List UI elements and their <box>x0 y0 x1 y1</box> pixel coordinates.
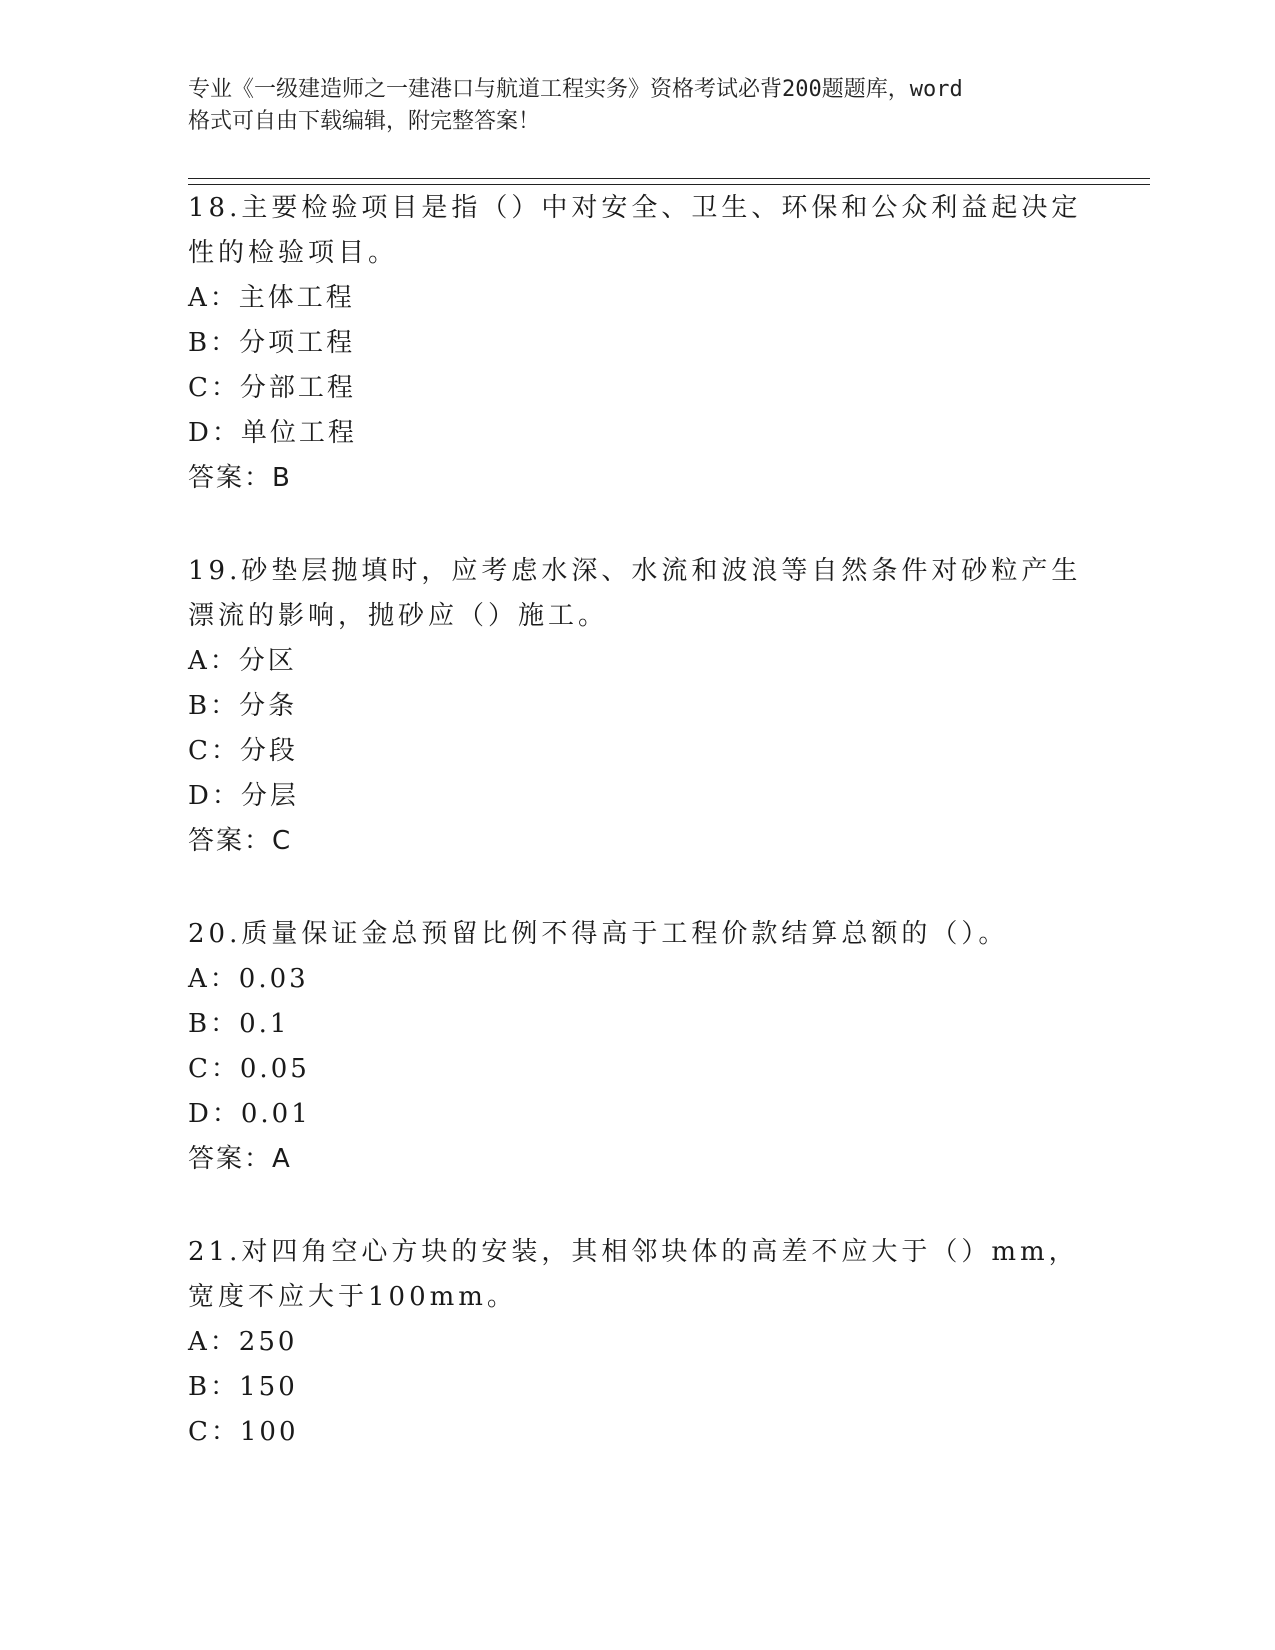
option-d: D：分层 <box>188 781 299 811</box>
header-divider-top <box>188 178 1150 179</box>
question-text: 18.主要检验项目是指（）中对安全、卫生、环保和公众利益起决定性的检验项目。 <box>188 193 1082 268</box>
question-text: 21.对四角空心方块的安装，其相邻块体的高差不应大于（）mm，宽度不应大于100mm。 <box>188 1237 1079 1312</box>
option-b: B：150 <box>188 1372 298 1402</box>
option-c: C：100 <box>188 1417 299 1447</box>
option-a: A：分区 <box>188 646 297 676</box>
option-d: D：0.01 <box>188 1099 311 1129</box>
option-a: A：0.03 <box>188 964 309 994</box>
option-b: B：分条 <box>188 691 298 721</box>
header-divider-bottom <box>188 184 1150 185</box>
question-19 <box>188 549 1088 864</box>
header-line-1: 专业《一级建造师之一建港口与航道工程实务》资格考试必背200题题库，word <box>188 77 963 102</box>
answer: 答案：B <box>188 463 292 493</box>
question-text: 19.砂垫层抛填时，应考虑水深、水流和波浪等自然条件对砂粒产生漂流的影响，抛砂应（）施工。 <box>188 556 1082 631</box>
option-c: C：分段 <box>188 736 298 766</box>
answer: 答案：C <box>188 826 293 856</box>
option-a: A：250 <box>188 1327 298 1357</box>
question-21 <box>188 1230 1088 1455</box>
question-text: 20.质量保证金总预留比例不得高于工程价款结算总额的（）。 <box>188 919 1009 949</box>
option-c: C：分部工程 <box>188 373 356 403</box>
question-20 <box>188 912 1088 1182</box>
document-header <box>188 74 1068 138</box>
question-list <box>188 186 1088 1455</box>
header-line-2: 格式可自由下载编辑，附完整答案！ <box>188 109 541 134</box>
answer: 答案：A <box>188 1144 292 1174</box>
option-b: B：分项工程 <box>188 328 356 358</box>
option-a: A：主体工程 <box>188 283 355 313</box>
option-c: C：0.05 <box>188 1054 310 1084</box>
question-18 <box>188 186 1088 501</box>
option-b: B：0.1 <box>188 1009 290 1039</box>
option-d: D：单位工程 <box>188 418 357 448</box>
